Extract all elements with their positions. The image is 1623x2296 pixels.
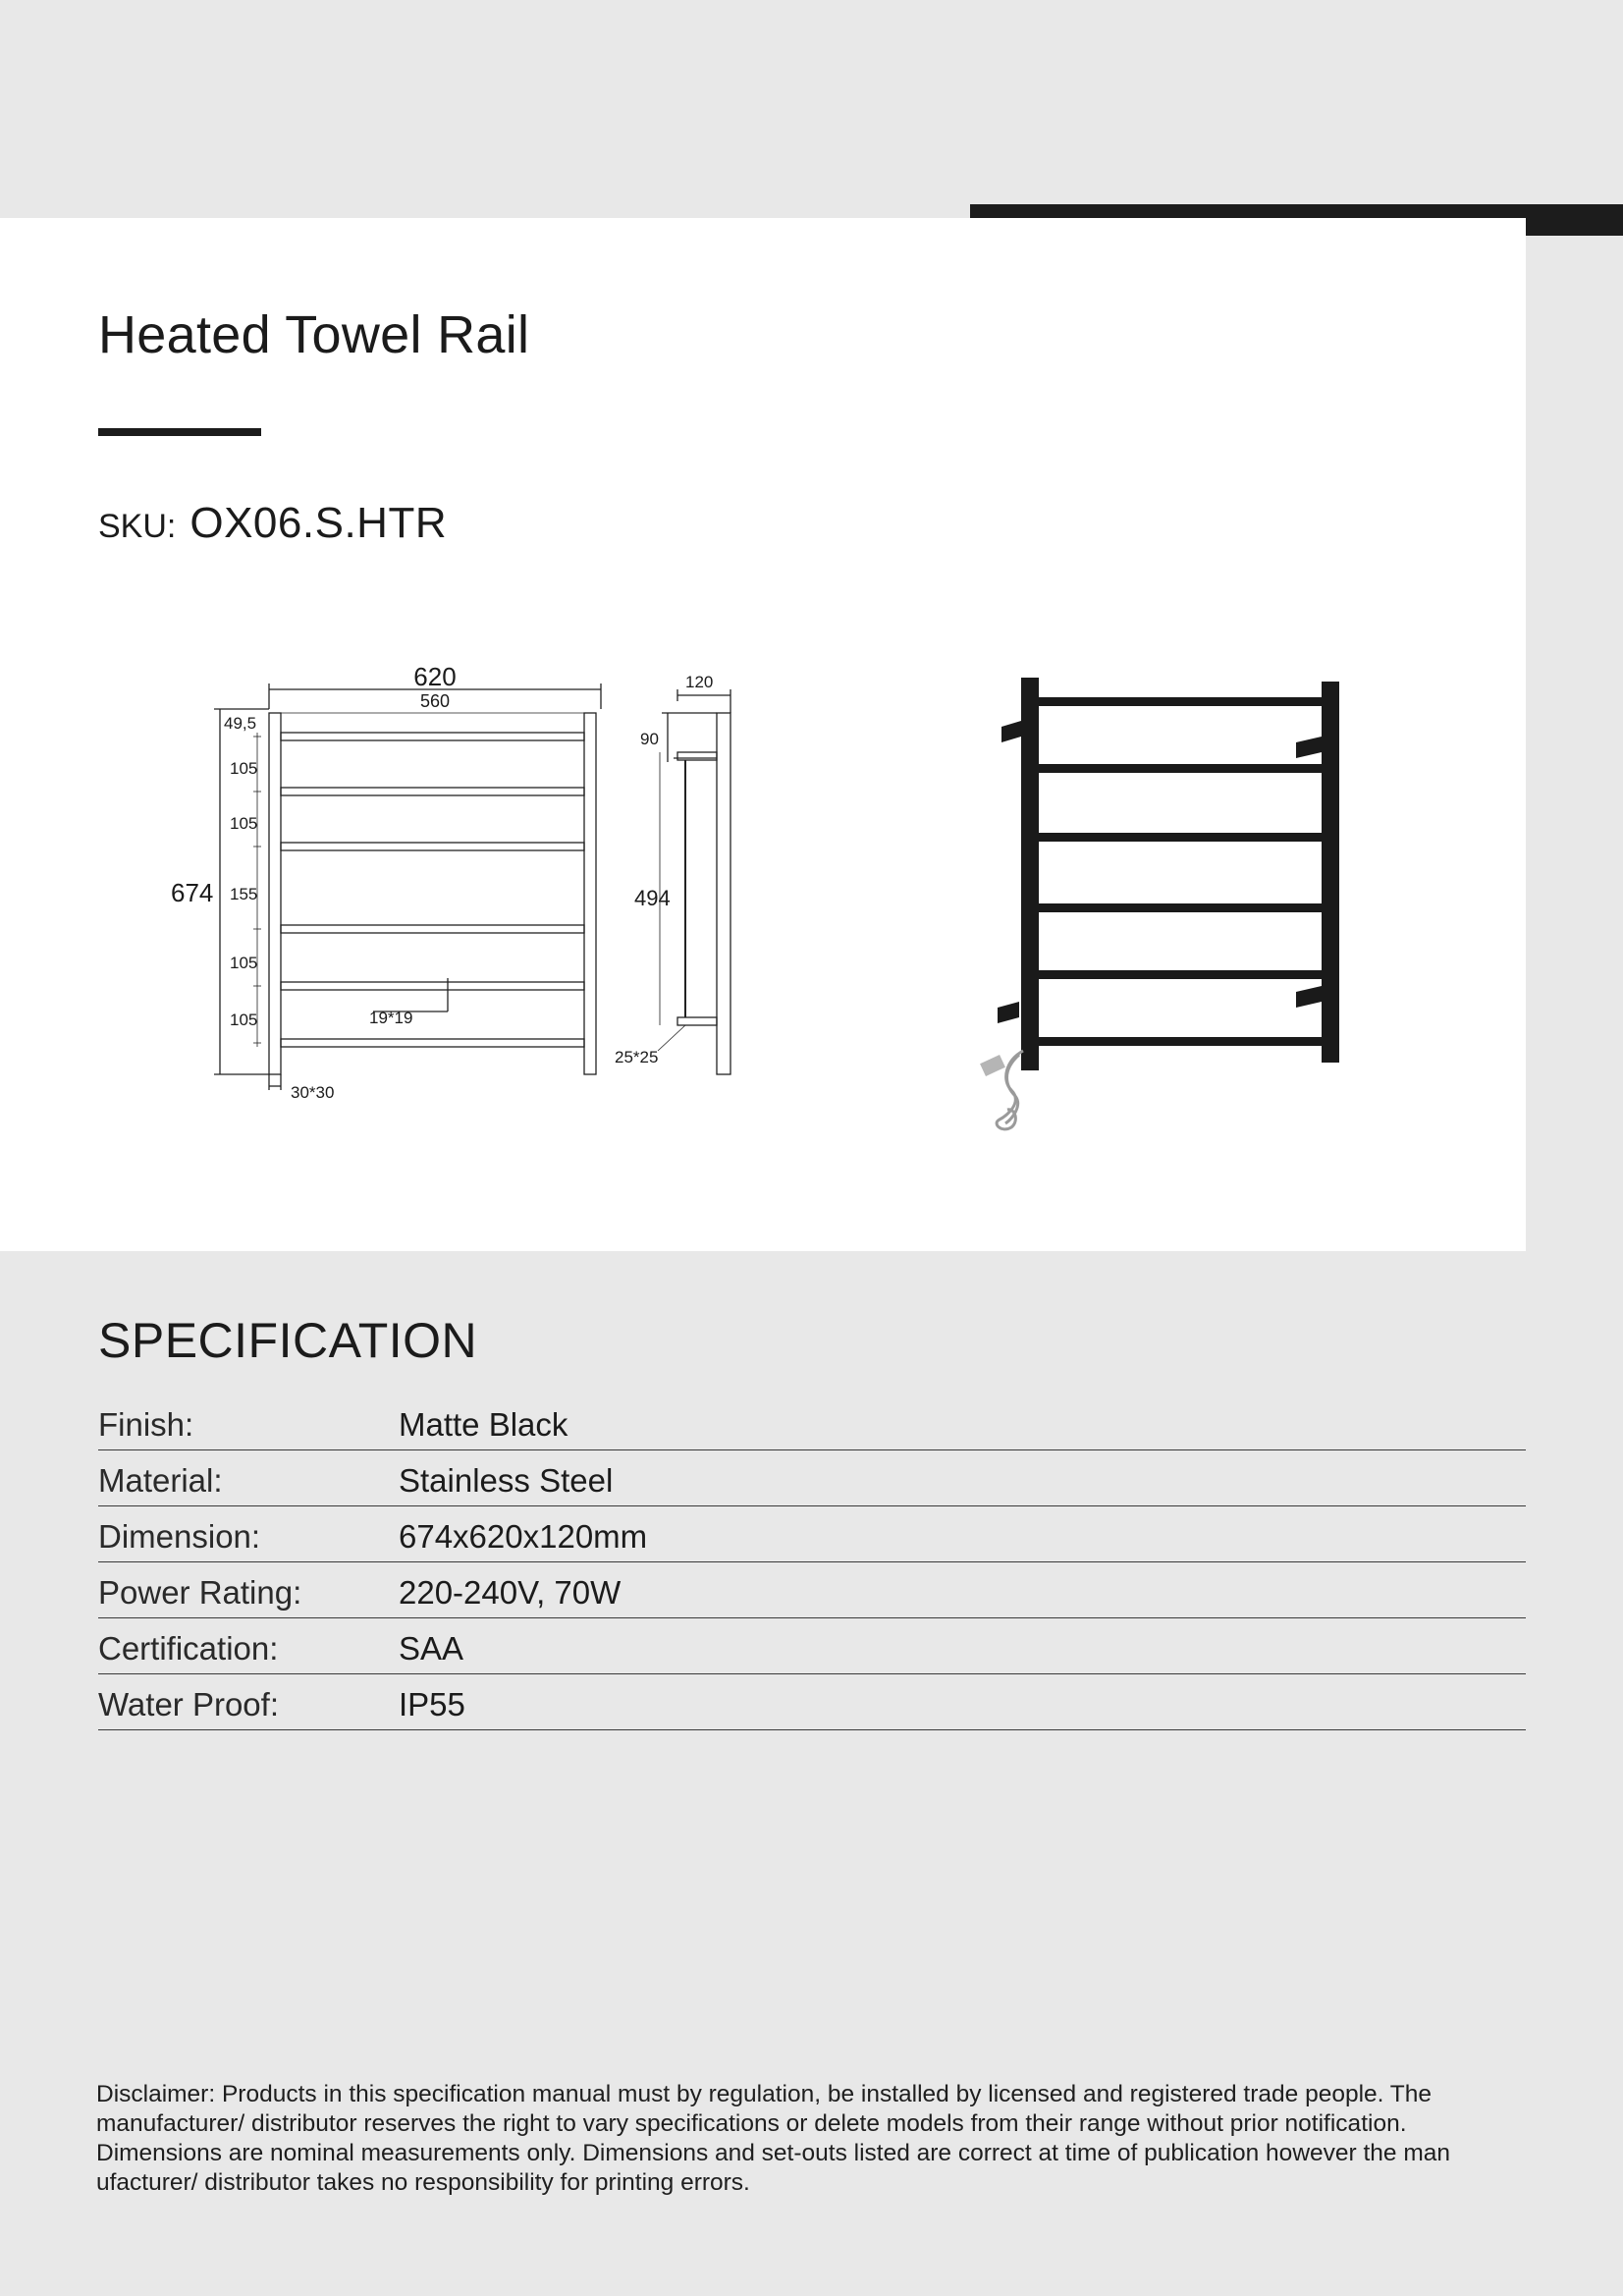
bracket-top-right xyxy=(1296,737,1322,758)
sku-label: SKU: xyxy=(98,508,177,545)
technical-drawing xyxy=(147,658,756,1120)
side-bracket-top xyxy=(677,752,717,760)
specification-heading: SPECIFICATION xyxy=(98,1313,478,1368)
product-image xyxy=(972,658,1365,1149)
spec-label: Finish: xyxy=(98,1406,194,1443)
spec-value: Stainless Steel xyxy=(399,1462,614,1499)
side-post xyxy=(717,713,730,1074)
spec-label: Water Proof: xyxy=(98,1686,279,1722)
power-plug xyxy=(980,1055,1005,1076)
rail-1 xyxy=(281,733,584,740)
dim-bracket-span: 494 xyxy=(634,886,671,910)
rail-5 xyxy=(281,982,584,990)
dim-rail-spacing-5: 105 xyxy=(230,954,258,972)
rail-4 xyxy=(1039,903,1322,912)
rail-6 xyxy=(281,1039,584,1047)
left-post xyxy=(269,713,281,1074)
title-underline xyxy=(98,428,261,436)
disclaimer: Disclaimer: Products in this specification manual must by regulation, be installed by licensed and registered trade people. The manufacturer/ distributor reserves the right to vary specifications or delete models from their range without prior notification. Dimensions are nominal measurements only. Dimensions and set-outs listed are correct at time of publication however the man ufacturer/ distributor takes no responsibility for printing errors. xyxy=(96,2081,1450,2196)
dim-rail-section: 19*19 xyxy=(369,1009,413,1027)
right-post xyxy=(1322,682,1339,1063)
rail-3 xyxy=(1039,833,1322,842)
specification-table xyxy=(98,1394,1526,1730)
spec-row-dimension xyxy=(98,1506,1526,1562)
spec-row-certification xyxy=(98,1618,1526,1674)
rail-3 xyxy=(281,843,584,850)
dim-rail-spacing-4: 155 xyxy=(230,885,258,903)
bracket-bottom-left xyxy=(998,1002,1019,1023)
dim-inner-width: 560 xyxy=(419,691,451,711)
sku-line xyxy=(98,499,447,548)
right-post xyxy=(584,713,596,1074)
spec-label: Dimension: xyxy=(98,1518,261,1555)
spec-row-power-rating xyxy=(98,1562,1526,1618)
bracket-bottom-right xyxy=(1296,986,1322,1008)
dim-rail-spacing-1: 49,5 xyxy=(224,714,257,733)
rail-6 xyxy=(1039,1037,1322,1046)
spec-label: Certification: xyxy=(98,1630,279,1667)
rail-1 xyxy=(1039,697,1322,706)
dim-height: 674 xyxy=(171,878,214,907)
spec-value: Matte Black xyxy=(399,1406,568,1443)
sku-value: OX06.S.HTR xyxy=(189,499,448,547)
spec-value: 220-240V, 70W xyxy=(399,1574,622,1611)
rail-2 xyxy=(281,788,584,795)
dim-depth: 120 xyxy=(685,673,714,691)
rail-5 xyxy=(1039,970,1322,979)
dim-bracket-section: 25*25 xyxy=(615,1048,659,1066)
spec-label: Power Rating: xyxy=(98,1574,302,1611)
page-title: Heated Towel Rail xyxy=(98,305,530,364)
top-band xyxy=(0,0,1623,218)
spec-value: SAA xyxy=(399,1630,464,1667)
rail-4 xyxy=(281,925,584,933)
dim-rail-spacing-2: 105 xyxy=(230,759,258,778)
spec-value: 674x620x120mm xyxy=(399,1518,648,1555)
rail-2 xyxy=(1039,764,1322,773)
dim-rail-spacing-6: 105 xyxy=(230,1011,258,1029)
spec-label: Material: xyxy=(98,1462,223,1499)
spec-value: IP55 xyxy=(399,1686,465,1722)
left-post xyxy=(1021,678,1039,1070)
spec-row-water-proof xyxy=(98,1674,1526,1730)
side-bracket-bottom xyxy=(677,1017,717,1025)
spec-row-finish xyxy=(98,1394,1526,1450)
spec-row-material xyxy=(98,1450,1526,1506)
bracket-top-left xyxy=(1001,721,1021,742)
dim-bracket-offset: 90 xyxy=(640,730,659,748)
dim-rail-spacing-3: 105 xyxy=(230,814,258,833)
dim-overall-width: 620 xyxy=(413,662,457,691)
dim-post-section: 30*30 xyxy=(291,1083,335,1102)
